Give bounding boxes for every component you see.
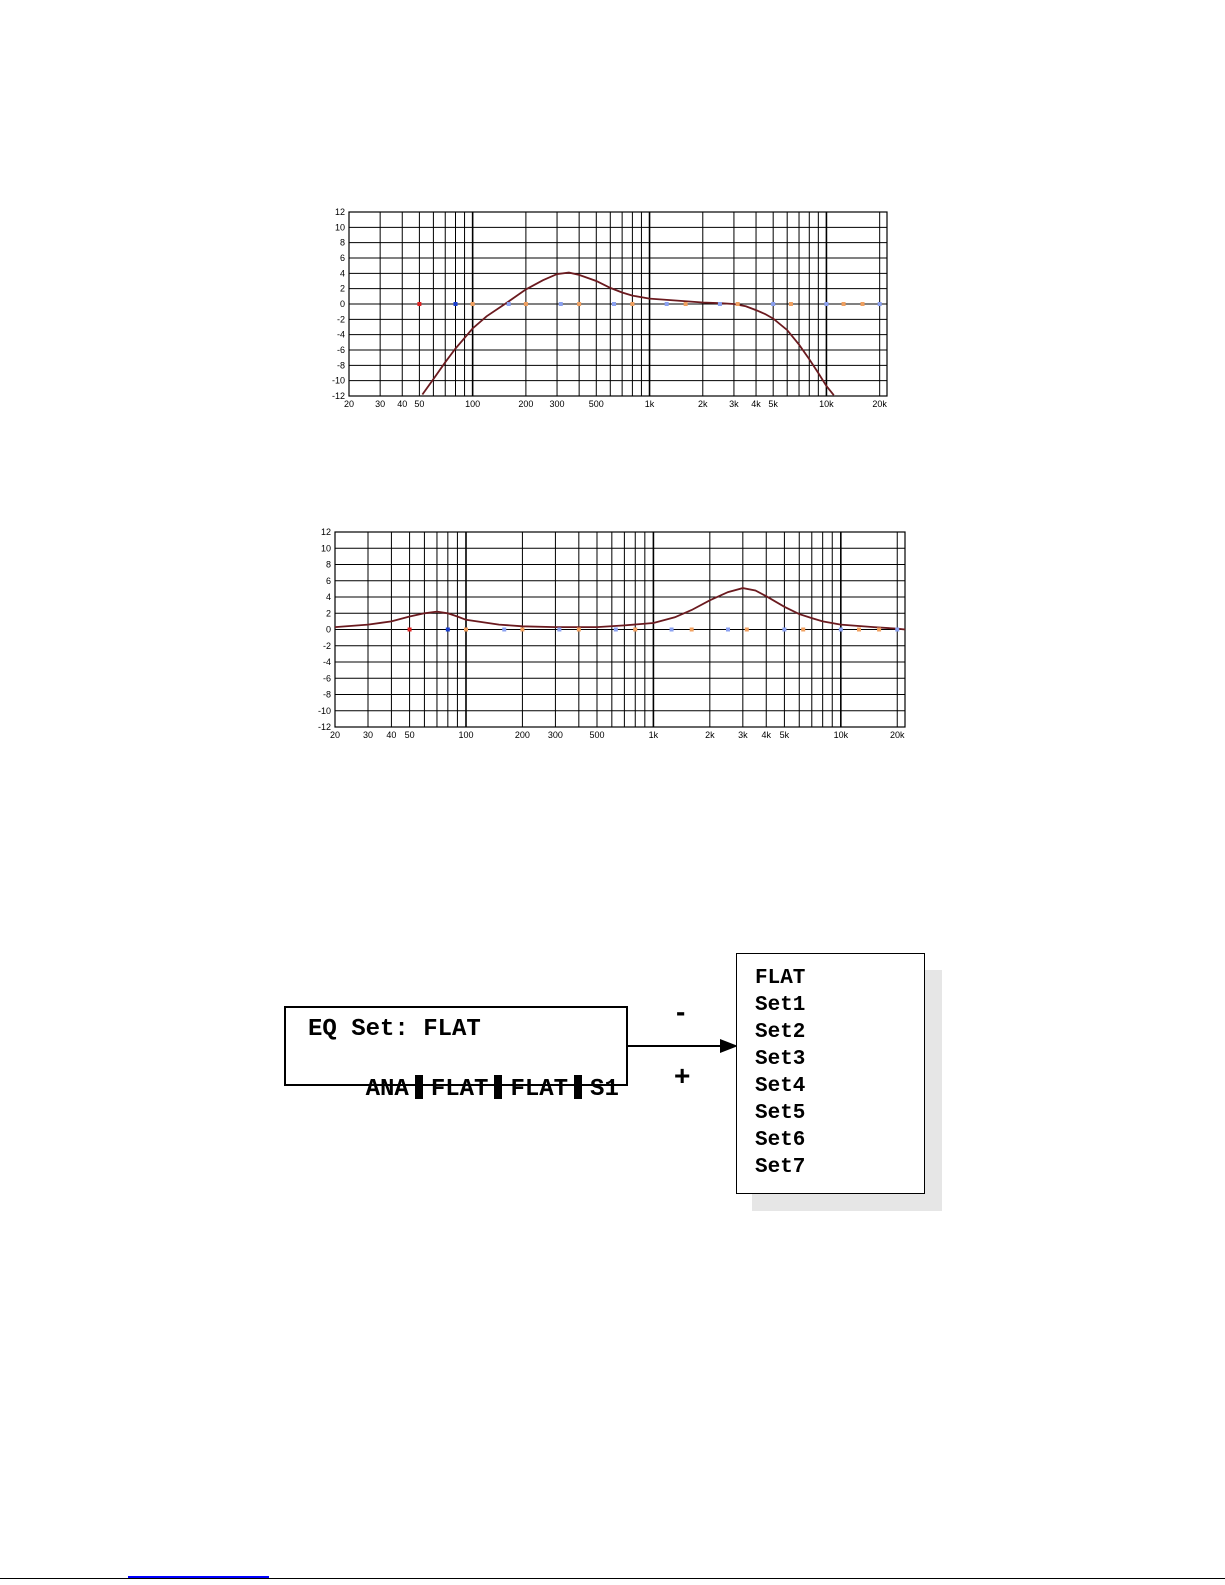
x-tick-label: 2k	[705, 730, 715, 740]
x-tick-label: 200	[514, 730, 530, 740]
eq-band-marker	[670, 628, 674, 632]
x-tick-label: 3k	[738, 730, 748, 740]
y-tick-label: -10	[317, 705, 331, 716]
eq-band-marker	[839, 628, 843, 632]
x-tick-label: 20	[343, 399, 355, 409]
eq-band-marker	[614, 628, 618, 632]
minus-label: -	[676, 996, 686, 1027]
x-tick-label: 50	[404, 730, 415, 740]
eq-set-option-set2: Set2	[755, 1021, 806, 1044]
eq-band-marker	[895, 628, 899, 632]
lcd-display	[284, 1006, 628, 1103]
eq-set-option-set5: Set5	[755, 1102, 806, 1125]
x-tick-label: 1k	[644, 399, 655, 409]
y-tick-label: -8	[322, 689, 331, 700]
y-tick-label: 2	[339, 283, 345, 294]
y-tick-label: 8	[325, 559, 331, 570]
eq-set-option-set1: Set1	[755, 994, 806, 1017]
eq-set-option-set7: Set7	[755, 1156, 806, 1179]
x-tick-label: 50	[414, 399, 425, 409]
x-tick-label: 20k	[889, 730, 905, 740]
y-tick-label: -4	[322, 657, 331, 667]
plus-label: +	[674, 1060, 691, 1091]
eq-band-marker	[520, 628, 524, 632]
eq-band-marker	[577, 628, 581, 632]
lcd-segment-input: ANA	[365, 1076, 409, 1103]
x-tick-label: 3k	[729, 399, 739, 409]
y-tick-label: 0	[325, 624, 331, 635]
y-tick-label: -8	[336, 360, 345, 371]
eq-set-option-set6: Set6	[755, 1129, 806, 1152]
x-tick-label: 500	[588, 399, 604, 409]
x-tick-label: 10k	[833, 730, 849, 740]
y-tick-label: 8	[339, 237, 345, 248]
x-tick-label: 10k	[819, 399, 834, 409]
y-tick-label: 10	[320, 543, 331, 554]
y-tick-label: 6	[325, 575, 331, 586]
y-tick-label: -6	[336, 345, 345, 355]
y-tick-label: 12	[320, 527, 331, 537]
eq-band-marker	[557, 628, 561, 632]
y-tick-label: 12	[334, 207, 345, 217]
lcd-segment-speaker: S1	[590, 1076, 619, 1103]
x-tick-label: 20	[329, 730, 341, 740]
y-tick-label: -12	[331, 391, 345, 401]
x-tick-label: 300	[549, 399, 565, 409]
eq-band-marker	[408, 628, 412, 632]
eq-set-option-flat: FLAT	[755, 967, 806, 990]
lcd-separator	[415, 1075, 423, 1099]
x-tick-label: 300	[547, 730, 563, 740]
y-tick-label: 10	[334, 222, 345, 233]
y-tick-label: -10	[331, 375, 345, 386]
x-tick-label: 5k	[768, 399, 778, 409]
y-tick-label: 4	[339, 268, 345, 279]
x-tick-label: 5k	[779, 730, 790, 740]
lcd-separator	[574, 1075, 582, 1099]
eq-band-marker	[782, 628, 786, 632]
lcd-line-2	[308, 1048, 619, 1130]
x-tick-label: 500	[589, 730, 605, 740]
y-tick-label: 6	[339, 253, 345, 263]
lcd-segment-eq-right: FLAT	[510, 1076, 569, 1103]
x-tick-label: 1k	[648, 730, 659, 740]
x-tick-label: 40	[397, 399, 408, 409]
x-tick-label: 2k	[698, 399, 708, 409]
x-tick-label: 40	[386, 730, 397, 740]
y-tick-label: -12	[317, 722, 331, 732]
x-tick-label: 20k	[872, 399, 887, 409]
x-tick-label: 30	[362, 730, 374, 740]
eq-band-marker	[502, 628, 506, 632]
y-tick-label: 0	[339, 299, 345, 309]
x-tick-label: 4k	[761, 730, 772, 740]
footer-rule	[0, 1578, 1225, 1579]
x-tick-label: 30	[375, 399, 386, 409]
y-tick-label: -2	[336, 314, 345, 325]
x-tick-label: 4k	[751, 399, 761, 409]
x-tick-label: 100	[458, 730, 474, 740]
lcd-segment-eq-left: FLAT	[430, 1076, 489, 1103]
eq-band-marker	[464, 628, 468, 632]
footer-link-underline	[128, 1576, 269, 1578]
x-tick-label: 100	[465, 399, 481, 409]
eq-set-option-set4: Set4	[755, 1075, 806, 1098]
eq-band-marker	[726, 628, 730, 632]
eq-band-marker	[801, 628, 805, 632]
eq-band-marker	[446, 628, 450, 632]
eq-band-marker	[857, 628, 861, 632]
y-tick-label: 2	[325, 608, 331, 619]
lcd-separator	[494, 1075, 502, 1099]
x-tick-label: 200	[518, 399, 534, 409]
eq-response-chart-2	[0, 0, 1225, 760]
eq-response-curve	[335, 588, 905, 629]
eq-band-marker	[633, 628, 637, 632]
eq-set-list	[736, 953, 925, 1194]
y-tick-label: 4	[325, 592, 331, 602]
lcd-line-1: EQ Set: FLAT	[308, 1016, 481, 1043]
eq-set-option-set3: Set3	[755, 1048, 806, 1071]
eq-band-marker	[690, 628, 694, 632]
y-tick-label: -2	[322, 640, 331, 651]
y-tick-label: -6	[322, 673, 331, 684]
eq-band-marker	[745, 628, 749, 632]
eq-band-marker	[877, 628, 881, 632]
y-tick-label: -4	[336, 329, 345, 340]
